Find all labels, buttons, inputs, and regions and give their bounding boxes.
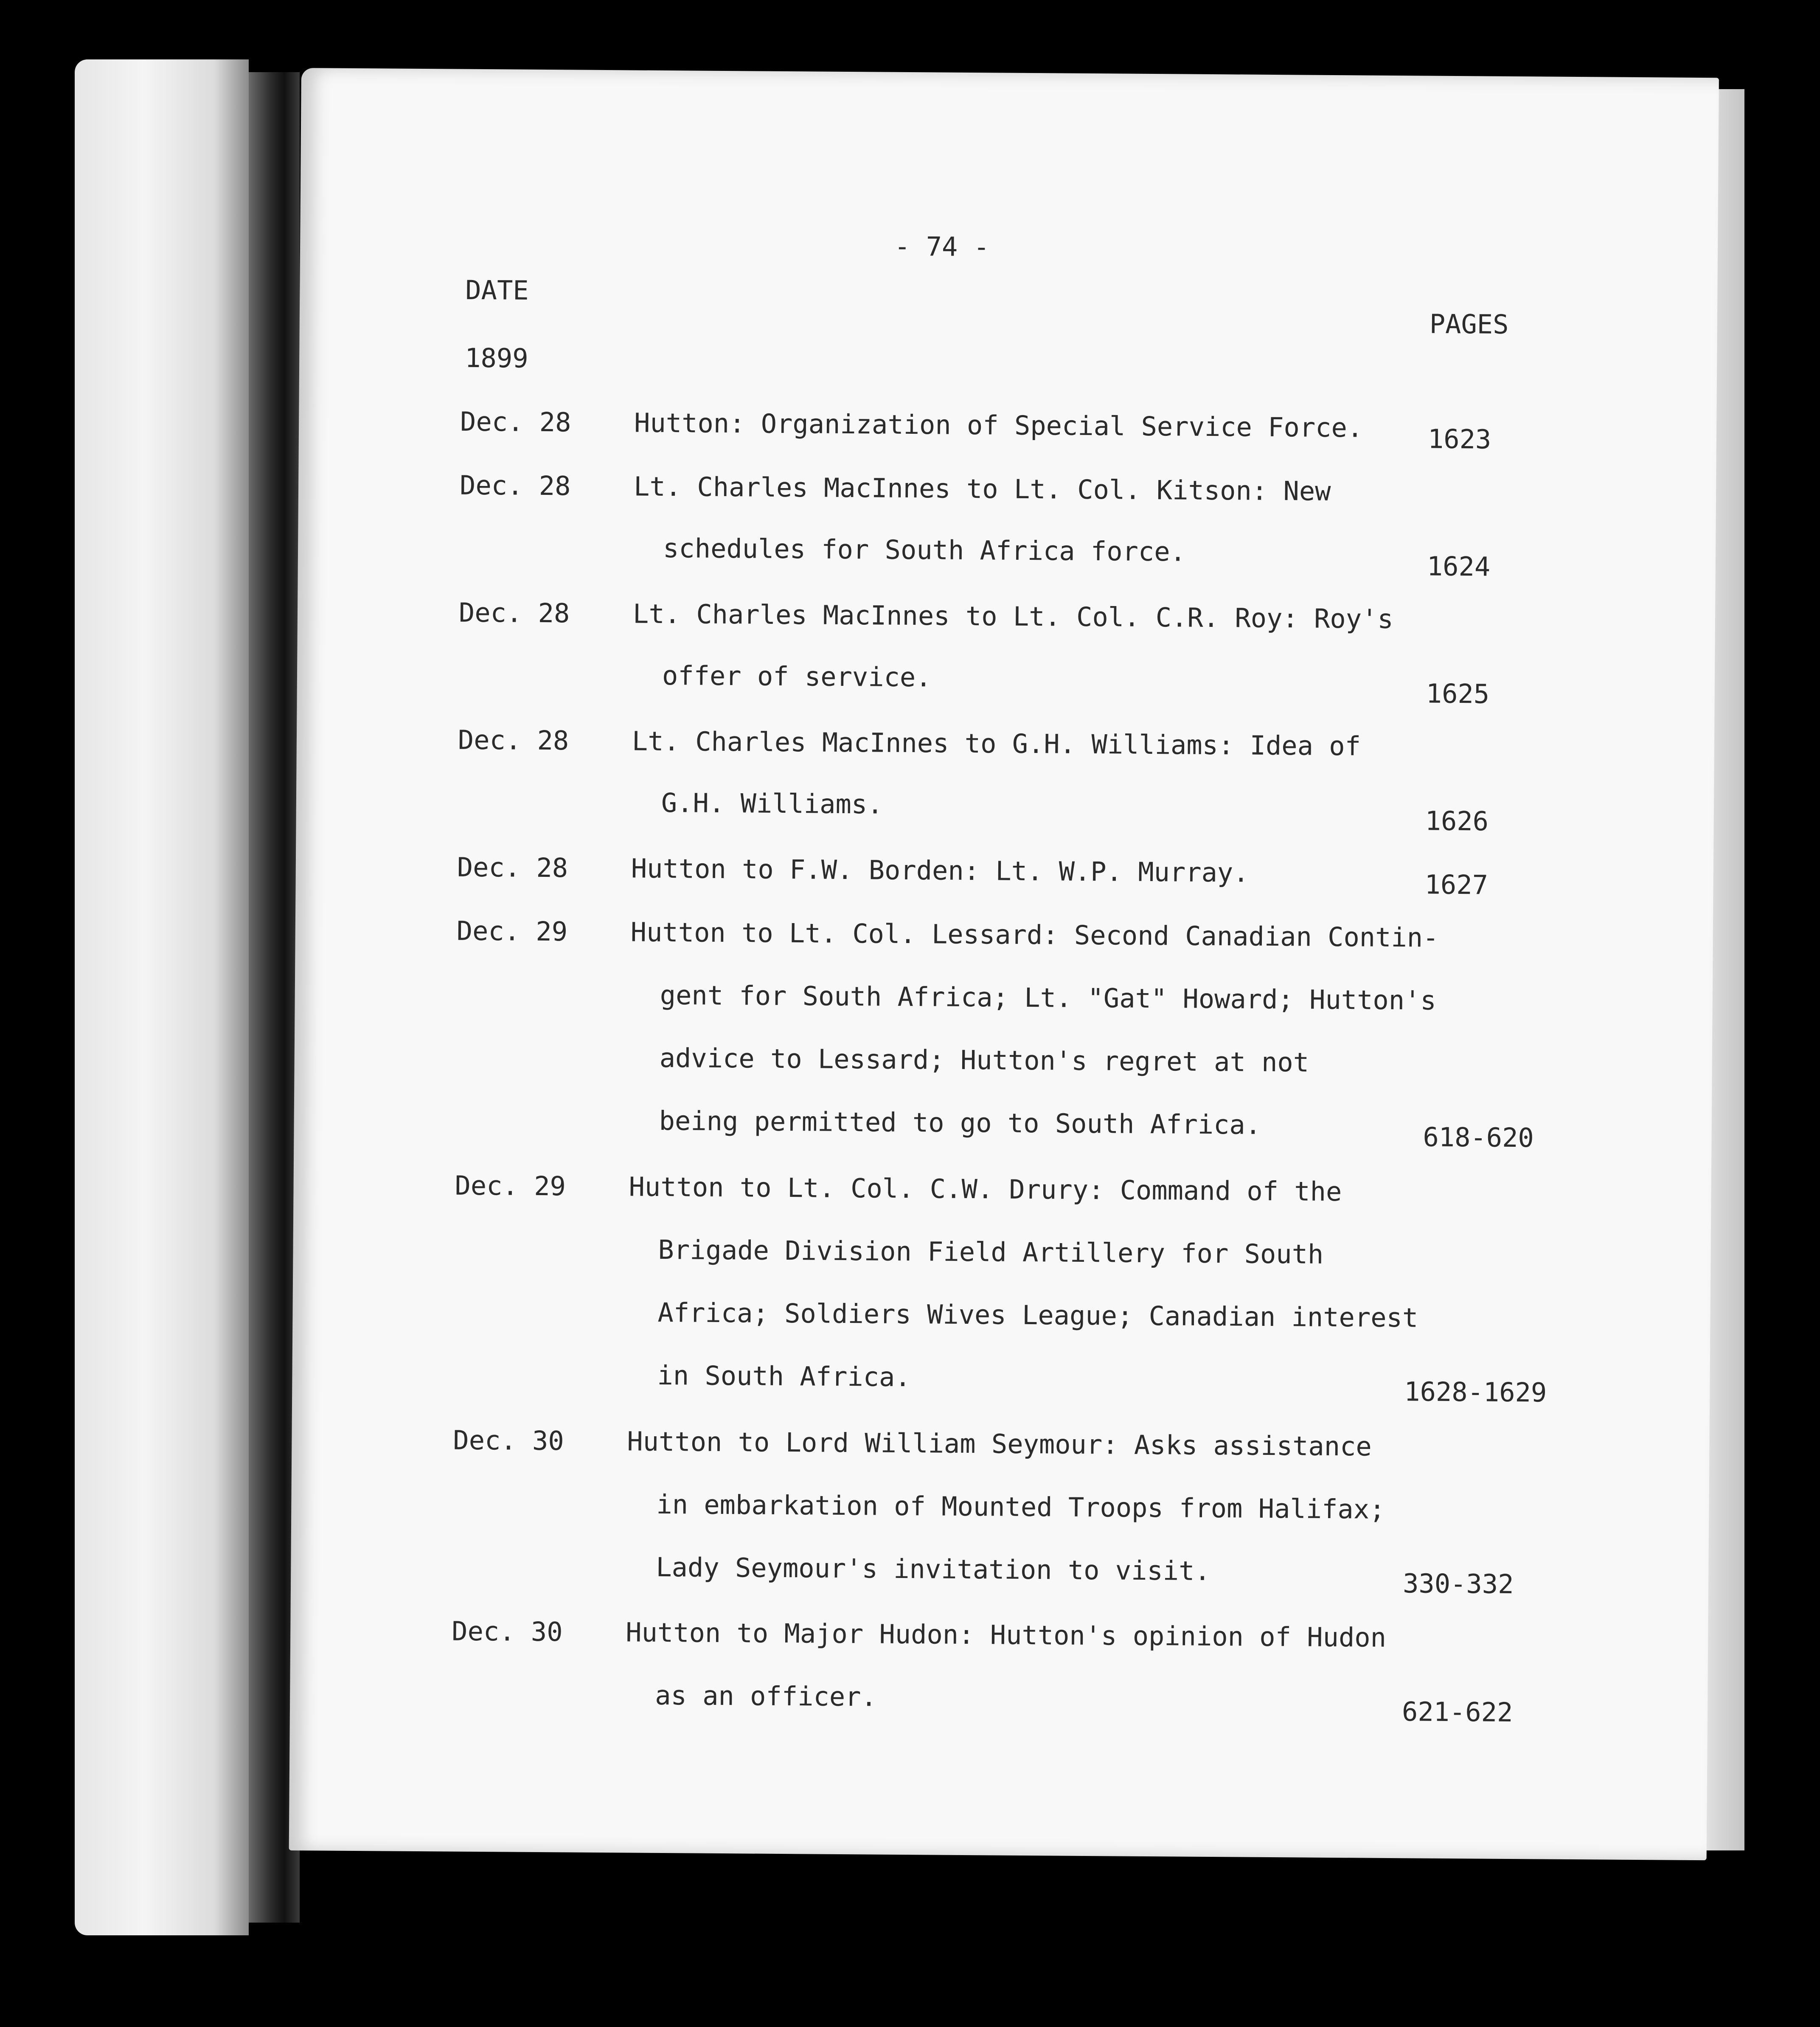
entry-line: advice to Lessard; Hutton's regret at not: [659, 1042, 1309, 1078]
previous-page-edge: [75, 59, 249, 1935]
entry-date: Dec. 30: [453, 1424, 564, 1457]
entry-line: in South Africa.: [657, 1359, 911, 1393]
entry-line: offer of service.: [662, 660, 932, 693]
entry-pages: 1628-1629: [1404, 1376, 1547, 1408]
pages-column-header: PAGES: [1429, 308, 1509, 340]
entry-date: Dec. 28: [457, 851, 568, 884]
date-column-header: DATE: [465, 274, 529, 306]
entry-pages: 1623: [1427, 423, 1491, 455]
entry-pages: 1627: [1424, 869, 1489, 901]
entry-line: Hutton to Lt. Col. Lessard: Second Canadian Contin-: [630, 916, 1439, 953]
entry-date: Dec. 29: [456, 915, 568, 947]
entry-line: as an officer.: [654, 1679, 877, 1713]
entry-line: schedules for South Africa force.: [663, 532, 1186, 567]
entry-line: Hutton to Major Hudon: Hutton's opinion of Hudon: [626, 1617, 1387, 1653]
entry-line: Lt. Charles MacInnes to Lt. Col. Kitson: New: [633, 471, 1331, 507]
entry-line: Lt. Charles MacInnes to G.H. Williams: Idea of: [632, 725, 1361, 762]
year-heading: 1899: [464, 342, 528, 374]
page-number: - 74 -: [894, 230, 990, 263]
entry-line: Lady Seymour's invitation to visit.: [656, 1551, 1211, 1587]
entry-pages: 1626: [1425, 805, 1489, 837]
entry-line: Hutton: Organization of Special Service Force.: [634, 407, 1363, 444]
entry-line: Hutton to Lord William Seymour: Asks assistance: [627, 1426, 1372, 1462]
entry-date: Dec. 28: [458, 724, 569, 756]
entry-date: Dec. 29: [455, 1170, 566, 1202]
entry-date: Dec. 28: [459, 469, 571, 502]
entry-date: Dec. 30: [452, 1615, 563, 1648]
entry-line: Hutton to F.W. Borden: Lt. W.P. Murray.: [631, 853, 1249, 888]
entry-pages: 618-620: [1423, 1121, 1534, 1154]
document-page: [289, 68, 1719, 1860]
entry-date: Dec. 28: [458, 597, 570, 629]
entry-line: gent for South Africa; Lt. "Gat" Howard; Hutton's: [660, 979, 1437, 1016]
entry-line: Brigade Division Field Artillery for South: [658, 1234, 1324, 1270]
entry-pages: 1625: [1426, 678, 1490, 710]
entry-date: Dec. 28: [460, 406, 571, 438]
entry-line: Lt. Charles MacInnes to Lt. Col. C.R. Roy: Roy's: [632, 598, 1393, 634]
entry-pages: 621-622: [1402, 1696, 1513, 1728]
entry-line: Hutton to Lt. Col. C.W. Drury: Command of the: [629, 1171, 1342, 1207]
entry-line: Africa; Soldiers Wives League; Canadian interest: [657, 1297, 1418, 1334]
entry-line: being permitted to go to South Africa.: [659, 1105, 1261, 1140]
entry-pages: 1624: [1427, 550, 1491, 582]
entry-line: in embarkation of Mounted Troops from Halifax;: [656, 1488, 1385, 1525]
entry-pages: 330-332: [1402, 1568, 1514, 1600]
entry-line: G.H. Williams.: [661, 787, 883, 820]
